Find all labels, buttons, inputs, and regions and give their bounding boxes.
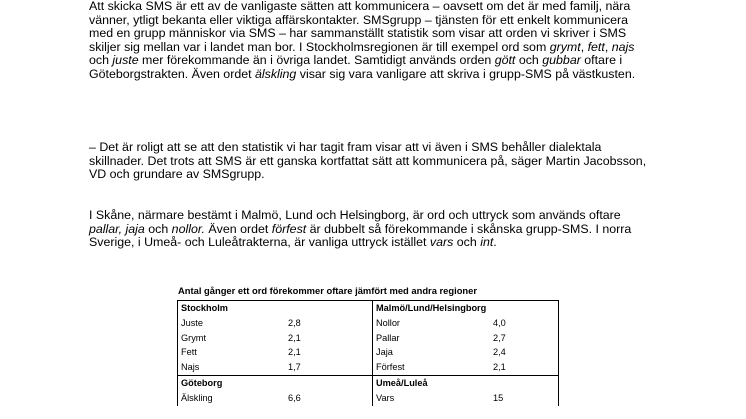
value-cell: 4,0 [490, 316, 559, 331]
paragraph-intro: Att skicka SMS är ett av de vanligaste sätten att kommunicera – oavsett om det är med familj, nära vänner, ytligt bekanta eller viktiga affärskontakter. SMSgrupp – tjänsten för ett enkelt kommunicera med en grupp människor via SMS – har sammanställt statistik som visar att orden vi skriver i SMS skiljer sig mellan var i landet man bor. I Stockholmsregionen är till exempel ord som grymt, fett, najs och juste mer förekommande än i övriga landet. Samtidigt används orden gött och gubbar oftare i Göteborgstrakten. Även ordet älskling visar sig vara vanligare att skriva i grupp-SMS på västkusten. [89, 0, 636, 81]
word-cell: Jaja [373, 345, 491, 360]
word-cell: Älskling [178, 391, 286, 406]
table-header-row [178, 301, 559, 316]
region-header-goteborg: Göteborg [178, 375, 373, 390]
word-cell: Fett [178, 345, 286, 360]
word-cell: Förfest [373, 360, 491, 375]
word-cell: Juste [178, 316, 286, 331]
table-header-row [178, 375, 559, 390]
table-row [178, 360, 559, 375]
value-cell: 15 [490, 391, 559, 406]
value-cell: 2,1 [288, 332, 301, 343]
value-cell: 6,6 [288, 392, 301, 403]
word-cell: Najs [178, 360, 286, 375]
table-title: Antal gånger ett ord förekommer oftare jämfört med andra regioner [178, 285, 478, 296]
word-cell: Pallar [373, 331, 491, 346]
value-cell: 1,7 [288, 362, 301, 373]
table-row [178, 345, 559, 360]
region-header-umea: Umeå/Luleå [373, 375, 559, 390]
value-cell: 2,7 [490, 331, 559, 346]
value-cell: 2,8 [288, 317, 301, 328]
region-header-malmo: Malmö/Lund/Helsingborg [373, 301, 559, 316]
word-cell: Grymt [178, 331, 286, 346]
table-row [178, 316, 559, 331]
value-cell: 2,1 [288, 347, 301, 358]
value-cell: 2,1 [490, 360, 559, 375]
value-cell: 2,4 [490, 345, 559, 360]
region-header-stockholm: Stockholm [178, 301, 373, 316]
table-row [178, 331, 559, 346]
table-row [178, 391, 559, 406]
word-frequency-table [177, 300, 559, 406]
word-cell: Nollor [373, 316, 491, 331]
paragraph-quote: – Det är roligt att se att den statistik vi har tagit fram visar att vi även i SMS behåller dialektala skillnader. Det trots att SMS är ett ganska kortfattat sätt att kommunicera på, säger Martin Jacobsson, VD och grundare av SMSgrupp. [89, 140, 647, 182]
word-cell: Vars [373, 391, 491, 406]
paragraph-regions: I Skåne, närmare bestämt i Malmö, Lund och Helsingborg, är ord och uttryck som används oftare pallar, jaja och nollor. Även ordet förfest är dubbelt så förekommande i skånska grupp-SMS. I norra Sverige, i Umeå- och Luleåtrakterna, är vanliga uttryck istället vars och int. [89, 208, 632, 250]
